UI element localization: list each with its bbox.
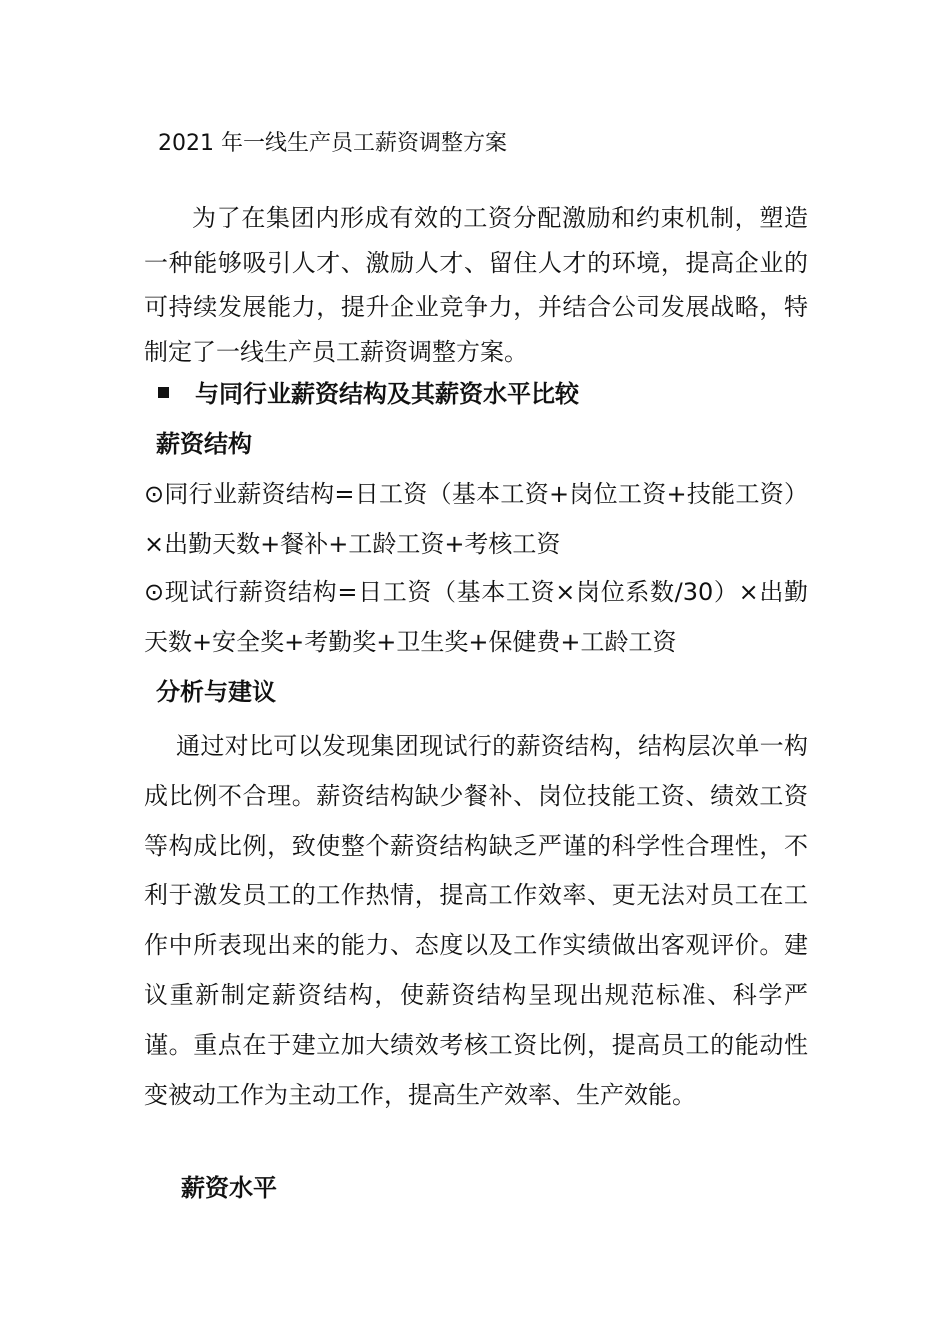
square-bullet-icon: [158, 387, 169, 398]
current-salary-formula: ⊙现试行薪资结构=日工资（基本工资×岗位系数/30）×出勤天数+安全奖+考勤奖+卫生奖+保健费+工龄工资: [144, 578, 808, 656]
subheading-salary-level: 薪资水平: [181, 1174, 277, 1202]
industry-salary-formula: ⊙同行业薪资结构=日工资（基本工资+岗位工资+技能工资）×出勤天数+餐补+工龄工资+考核工资: [144, 480, 808, 558]
document-title: 2021 年一线生产员工薪资调整方案: [158, 131, 507, 156]
analysis-paragraph: 通过对比可以发现集团现试行的薪资结构，结构层次单一构成比例不合理。薪资结构缺少餐补、岗位技能工资、绩效工资等构成比例，致使整个薪资结构缺乏严谨的科学性合理性，不利于激发员工的工作热情，提高工作效率、更无法对员工在工作中所表现出来的能力、态度以及工作实绩做出客观评价。建议重新制定薪资结构，使薪资结构呈现出规范标准、科学严谨。重点在于建立加大绩效考核工资比例，提高员工的能动性变被动工作为主动工作，提高生产效率、生产效能。: [144, 732, 808, 1109]
intro-paragraph: 为了在集团内形成有效的工资分配激励和约束机制，塑造一种能够吸引人才、激励人才、留住人才的环境，提高企业的可持续发展能力，提升企业竞争力，并结合公司发展战略，特制定了一线生产员工薪资调整方案。: [144, 204, 808, 366]
section-heading-text: 与同行业薪资结构及其薪资水平比较: [195, 380, 579, 408]
subheading-salary-structure: 薪资结构: [156, 430, 252, 458]
subheading-analysis: 分析与建议: [156, 678, 276, 706]
section-heading-comparison: [158, 376, 579, 412]
